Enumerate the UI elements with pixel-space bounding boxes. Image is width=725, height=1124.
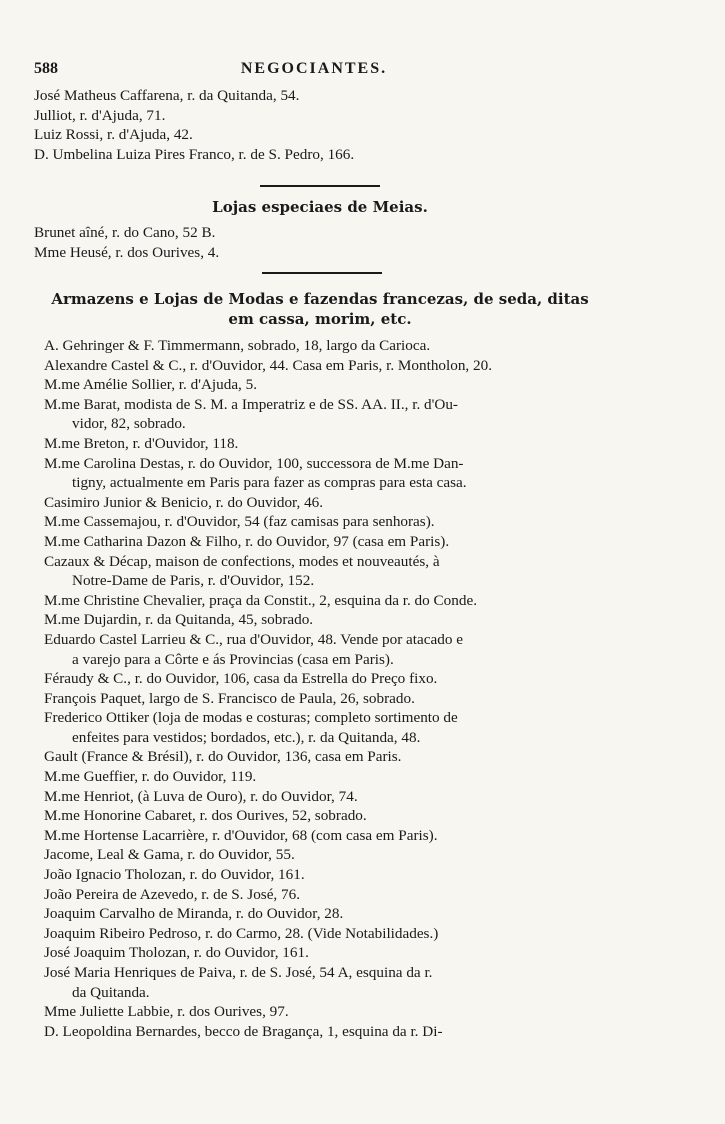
entry-line: M.me Henriot, (à Luva de Ouro), r. do Ouvidor, 74. — [44, 787, 358, 805]
entry-line: Luiz Rossi, r. d'Ajuda, 42. — [34, 126, 193, 144]
entry-line: M.me Honorine Cabaret, r. dos Ourives, 52, sobrado. — [44, 807, 367, 825]
entry-continuation: da Quitanda. — [72, 983, 150, 1001]
entry-continuation: Notre-Dame de Paris, r. d'Ouvidor, 152. — [72, 572, 315, 590]
entry-line: M.me Christine Chevalier, praça da Constit., 2, esquina da r. do Conde. — [44, 591, 477, 609]
entry-line: M.me Catharina Dazon & Filho, r. do Ouvidor, 97 (casa em Paris). — [44, 532, 450, 550]
section-divider — [260, 185, 380, 187]
page-number: 588 — [34, 60, 58, 77]
entry-line: A. Gehringer & F. Timmermann, sobrado, 18, largo da Carioca. — [44, 337, 431, 354]
entry-line: José Matheus Caffarena, r. da Quitanda, 54. — [34, 87, 300, 104]
entry-line: Cazaux & Décap, maison de confections, modes et nouveautés, à — [44, 552, 440, 570]
section-modas-entries — [44, 336, 644, 1041]
entry-line: M.me Breton, r. d'Ouvidor, 118. — [44, 434, 239, 452]
entry-continuation: vidor, 82, sobrado. — [72, 415, 186, 433]
entry-line: Casimiro Junior & Benicio, r. do Ouvidor, 46. — [44, 493, 324, 511]
entry-line: José Maria Henriques de Paiva, r. de S. José, 54 A, esquina da r. — [44, 964, 433, 981]
entry-line: Mme Heusé, r. dos Ourives, 4. — [34, 243, 220, 261]
entry-line: Eduardo Castel Larrieu & C., rua d'Ouvidor, 48. Vende por atacado e — [44, 630, 463, 648]
entry-line: Alexandre Castel & C., r. d'Ouvidor, 44. Casa em Paris, r. Montholon, 20. — [44, 356, 492, 374]
running-head: NEGOCIANTES. — [240, 60, 388, 77]
page-header — [34, 60, 594, 82]
entry-line: M.me Cassemajou, r. d'Ouvidor, 54 (faz camisas para senhoras). — [44, 513, 435, 531]
entry-line: D. Umbelina Luiza Pires Franco, r. de S. Pedro, 166. — [34, 145, 355, 163]
entry-line: M.me Hortense Lacarrière, r. d'Ouvidor, 68 (com casa em Paris). — [44, 826, 438, 844]
entry-line: José Joaquim Tholozan, r. do Ouvidor, 161. — [44, 944, 309, 962]
section-title-modas-line2: em cassa, morim, etc. — [228, 310, 412, 328]
entry-line: M.me Carolina Destas, r. do Ouvidor, 100, successora de M.me Dan- — [44, 454, 464, 472]
entry-line: Joaquim Ribeiro Pedroso, r. do Carmo, 28. (Vide Notabilidades.) — [44, 924, 439, 942]
entry-line: Féraudy & C., r. do Ouvidor, 106, casa da Estrella do Preço fixo. — [44, 670, 438, 688]
entry-line: D. Leopoldina Bernardes, becco de Bragança, 1, esquina da r. Di- — [44, 1022, 443, 1040]
entry-line: Jacome, Leal & Gama, r. do Ouvidor, 55. — [44, 846, 295, 864]
section-divider — [262, 272, 382, 274]
entry-line: M.me Amélie Sollier, r. d'Ajuda, 5. — [44, 376, 258, 394]
entry-line: Julliot, r. d'Ajuda, 71. — [34, 106, 166, 124]
entry-line: M.me Gueffier, r. do Ouvidor, 119. — [44, 768, 257, 786]
entry-line: Gault (France & Brésil), r. do Ouvidor, 136, casa em Paris. — [44, 748, 402, 766]
entry-continuation: tigny, actualmente em Paris para fazer as compras para esta casa. — [72, 474, 467, 492]
top-entries — [34, 86, 634, 164]
entry-line: François Paquet, largo de S. Francisco de Paula, 26, sobrado. — [44, 689, 415, 707]
entry-line: João Ignacio Tholozan, r. do Ouvidor, 161. — [44, 866, 305, 884]
section-title-meias: Lojas especiaes de Meias. — [212, 198, 428, 216]
entry-line: Joaquim Carvalho de Miranda, r. do Ouvidor, 28. — [44, 905, 344, 923]
entry-continuation: enfeites para vestidos; bordados, etc.), r. da Quitanda, 48. — [72, 728, 421, 746]
entry-line: Brunet aîné, r. do Cano, 52 B. — [34, 224, 216, 241]
entry-line: Mme Juliette Labbie, r. dos Ourives, 97. — [44, 1003, 289, 1021]
section-meias-entries — [34, 223, 634, 262]
entry-line: João Pereira de Azevedo, r. de S. José, 76. — [44, 885, 301, 903]
entry-continuation: a varejo para a Côrte e ás Provincias (casa em Paris). — [72, 650, 394, 668]
section-title-modas-line1: Armazens e Lojas de Modas e fazendas francezas, de seda, ditas — [51, 290, 589, 308]
entry-line: Frederico Ottiker (loja de modas e costuras; completo sortimento de — [44, 709, 458, 727]
entry-line: M.me Barat, modista de S. M. a Imperatriz e de SS. AA. II., r. d'Ou- — [44, 395, 458, 413]
entry-line: M.me Dujardin, r. da Quitanda, 45, sobrado. — [44, 611, 314, 629]
